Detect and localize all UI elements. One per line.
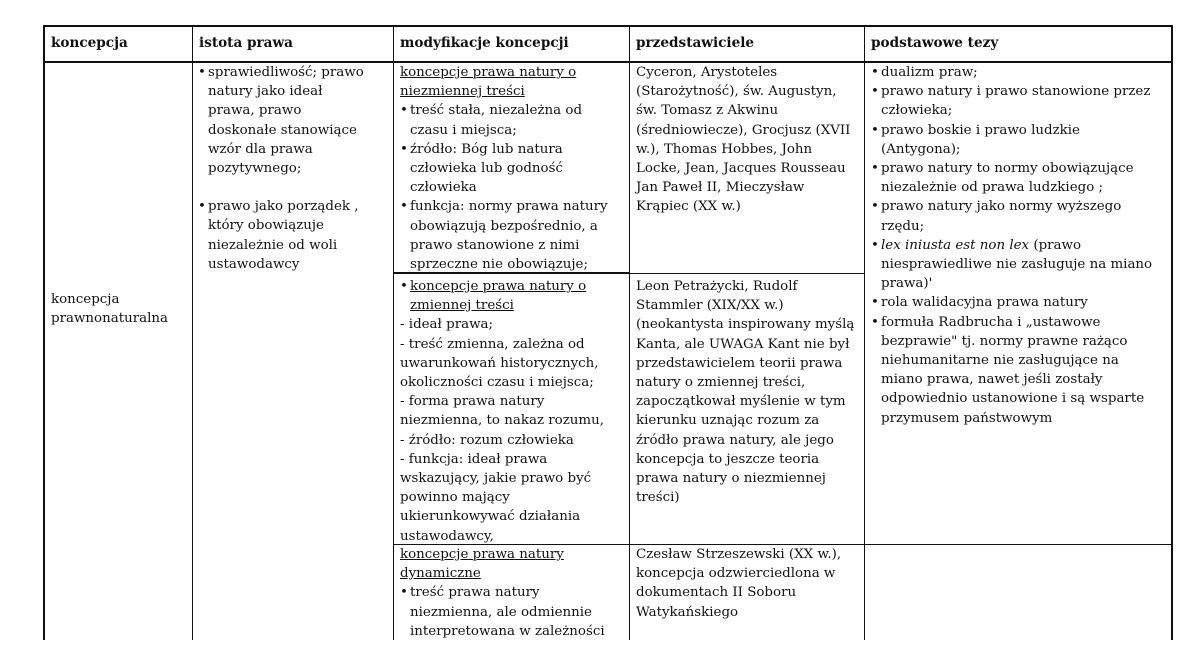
mod3-cell — [400, 545, 622, 641]
tezy-item: • prawo natury i prawo stanowione przez człowieka; — [871, 82, 1161, 120]
mod2-item: - treść zmienna, zależna od uwarunkowań historycznych, okoliczności czasu i miejsca; — [400, 336, 599, 391]
przedstawiciele-2: Leon Petrażycki, Rudolf Stammler (XIX/XX w.) (neokantysta inspirowany myślą Kanta, ale UWAGA Kant nie był przedstawicielem teorii prawa natury o zmiennej treści, zapoczątkował myślenie w tym kierunku uznając rozum za źródło prawa natury, ale jego koncepcja to jeszcze teoria prawa natury o niezmiennej treści) — [636, 279, 855, 506]
tezy-item-lex-iniusta: • lex iniusta est non lex (prawo niesprawiedliwe nie zasługuje na miano prawa)' — [871, 236, 1161, 294]
mod2-cell — [400, 277, 622, 546]
mod1-item: • źródło: Bóg lub natura człowieka lub godność człowieka — [400, 140, 622, 198]
concept-table — [43, 25, 1173, 665]
header-istota-prawa: istota prawa — [199, 35, 293, 51]
mod2-item: - funkcja: ideał prawa wskazujący, jakie prawo być powinno mający ukierunkowywać działania ustawodawcy, — [400, 451, 592, 544]
mod1-item: • funkcja: normy prawa natury obowiązują bezpośrednio, a prawo stanowione z nimi sprzeczne nie obowiązuje; — [400, 197, 622, 274]
istota-cell — [198, 63, 373, 274]
tezy-cell — [871, 63, 1161, 428]
istota-spacer — [198, 178, 373, 197]
mod1-item: • treść stała, niezależna od czasu i miejsca; — [400, 101, 622, 139]
table-border-top — [43, 25, 1173, 27]
mod1-title: koncepcje prawa natury o niezmiennej treści — [400, 65, 577, 100]
przedstawiciele-3: Czesław Strzeszewski (XX w.), koncepcja odzwierciedlona w dokumentach II Soboru Watykańskiego — [636, 547, 842, 620]
column-divider-1 — [192, 25, 193, 640]
tezy-item: • formuła Radbrucha i „ustawowe bezprawie" tj. normy prawne rażąco niehumanitarne nie zasługujące na miano prawa, nawet jeśli zostały odpowiednio ustanowione i są wsparte przymusem państwowym — [871, 313, 1161, 428]
mod2-item: - ideał prawa; — [400, 317, 494, 333]
row-label: koncepcja prawnonaturalna — [51, 292, 168, 327]
mod2-item: - źródło: rozum człowieka — [400, 432, 574, 448]
table-border-left — [43, 25, 45, 640]
table-border-right — [1171, 25, 1173, 640]
column-divider-4 — [864, 25, 865, 640]
row-divider-przed1 — [629, 273, 864, 274]
mod2-title: • koncepcje prawa natury o zmiennej treści — [400, 277, 622, 315]
header-przedstawiciele: przedstawiciele — [636, 35, 755, 51]
tezy-item: • prawo natury jako normy wyższego rzędu; — [871, 197, 1161, 235]
mod3-item: • treść prawa natury niezmienna, ale odmiennie interpretowana w zależności — [400, 583, 622, 641]
tezy-item: • dualizm praw; — [871, 63, 1161, 82]
column-divider-3 — [629, 25, 630, 640]
header-modyfikacje: modyfikacje koncepcji — [400, 35, 569, 51]
mod1-cell — [400, 63, 622, 274]
istota-item: • prawo jako porządek , który obowiązuje niezależnie od woli ustawodawcy — [198, 197, 373, 274]
header-podstawowe-tezy: podstawowe tezy — [871, 35, 999, 51]
mod3-title: koncepcje prawa natury dynamiczne — [400, 547, 564, 582]
przedstawiciele-1: Cyceron, Arystoteles (Starożytność), św. Augustyn, św. Tomasz z Akwinu (średniowiecze), Grocjusz (XVII w.), Thomas Hobbes, John Locke, Jean, Jacques Rousseau Jan Paweł II, Mieczysław Krąpiec (XX w.) — [636, 65, 851, 215]
mod2-item: - forma prawa natury niezmienna, to nakaz rozumu, — [400, 394, 604, 429]
tezy-item: • prawo boskie i prawo ludzkie (Antygona); — [871, 121, 1161, 159]
tezy-item: • prawo natury to normy obowiązujące niezależnie od prawa ludzkiego ; — [871, 159, 1161, 197]
latin-phrase: lex iniusta est non lex — [881, 237, 1030, 253]
column-divider-2 — [393, 25, 394, 640]
row-divider-tezy — [864, 544, 1171, 545]
istota-item: • sprawiedliwość; prawo natury jako ideał prawa, prawo doskonałe stanowiące wzór dla prawa pozytywnego; — [198, 63, 373, 178]
header-koncepcja: koncepcja — [51, 35, 128, 51]
tezy-item: • rola walidacyjna prawa natury — [871, 293, 1161, 312]
